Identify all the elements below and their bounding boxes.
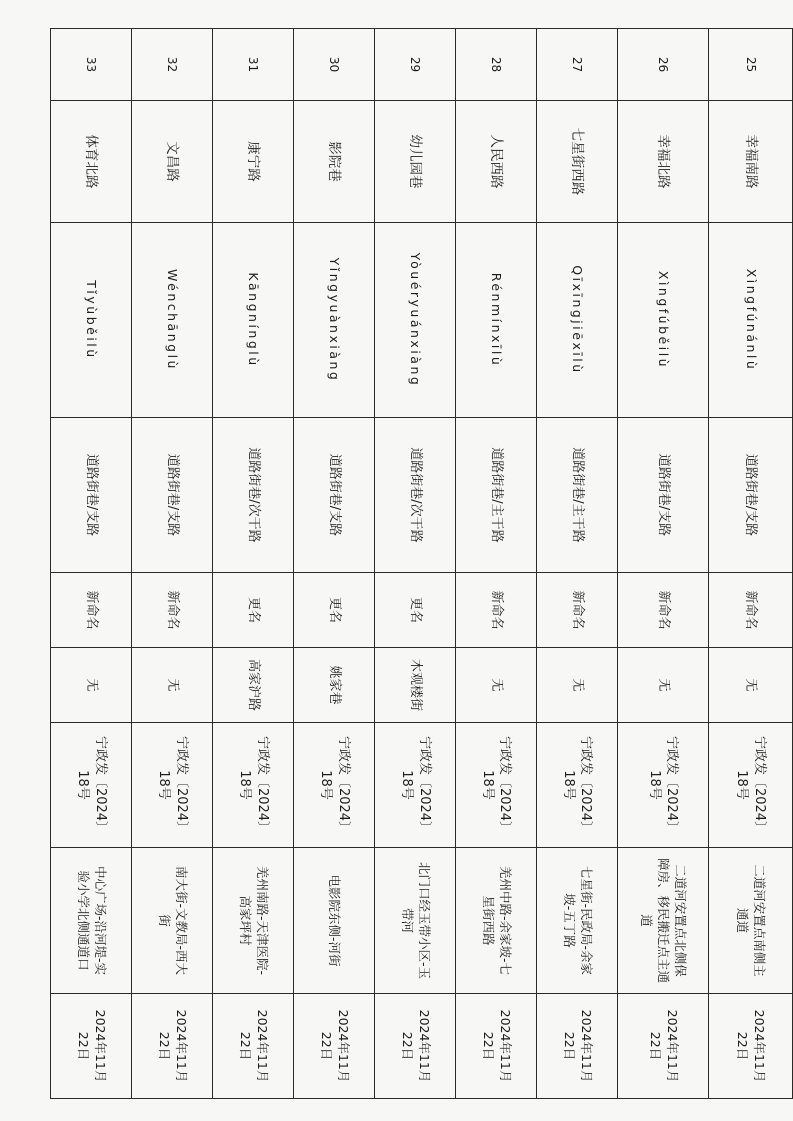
row-index: 33 — [51, 29, 132, 101]
road-name: 体育北路 — [51, 101, 132, 223]
road-name: 七星街西路 — [536, 101, 617, 223]
table-row — [536, 29, 617, 1099]
road-location-line: 中心广场-沿河堤-实 — [92, 865, 108, 976]
approval-date — [708, 994, 792, 1099]
road-name: 康宁路 — [213, 101, 294, 223]
table-row — [132, 29, 213, 1099]
old-name: 无 — [455, 648, 536, 723]
old-name: 姚家巷 — [294, 648, 375, 723]
table-row — [455, 29, 536, 1099]
table-row — [374, 29, 455, 1099]
road-location — [708, 848, 792, 994]
old-name: 无 — [51, 648, 132, 723]
approval-date-line: 2024年11月 — [92, 1009, 108, 1083]
approval-date-line: 2024年11月 — [497, 1009, 513, 1083]
approval-date-line: 22日 — [561, 1031, 577, 1061]
road-name: 文昌路 — [132, 101, 213, 223]
road-name: 幸福北路 — [617, 101, 708, 223]
row-index: 29 — [374, 29, 455, 101]
approval-document: 宁政发〔2024〕18号 — [213, 723, 294, 848]
naming-type: 更名 — [374, 573, 455, 648]
approval-document: 宁政发〔2024〕18号 — [294, 723, 375, 848]
road-pinyin: Tǐyùběilù — [51, 223, 132, 418]
road-name: 幼儿园巷 — [374, 101, 455, 223]
naming-type: 新命名 — [132, 573, 213, 648]
road-pinyin: Yòuéryuánxiàng — [374, 223, 455, 418]
approval-date-line: 22日 — [399, 1031, 415, 1061]
old-name: 木观楼街 — [374, 648, 455, 723]
road-location-line: 二道河安置点南侧主 — [752, 864, 768, 977]
road-location — [617, 848, 708, 994]
road-pinyin: Rénmínxīlù — [455, 223, 536, 418]
approval-document: 宁政发〔2024〕18号 — [536, 723, 617, 848]
approval-date-line: 2024年11月 — [335, 1009, 351, 1083]
approval-document: 宁政发〔2024〕18号 — [708, 723, 792, 848]
road-location-line: 街 — [157, 914, 173, 927]
road-location-line: 带河 — [399, 907, 415, 933]
approval-date — [374, 994, 455, 1099]
road-naming-table — [50, 28, 793, 1099]
road-location-line: 星街西路 — [480, 895, 496, 946]
approval-document: 宁政发〔2024〕18号 — [455, 723, 536, 848]
row-index: 27 — [536, 29, 617, 101]
approval-date-line: 22日 — [735, 1031, 751, 1061]
approval-date — [455, 994, 536, 1099]
road-category: 道路街巷/主干路 — [536, 418, 617, 573]
row-index: 28 — [455, 29, 536, 101]
road-location — [536, 848, 617, 994]
approval-date-line: 22日 — [319, 1031, 334, 1061]
table-row — [51, 29, 132, 1099]
naming-type: 新命名 — [708, 573, 792, 648]
approval-date-line: 22日 — [76, 1031, 92, 1061]
road-category: 道路街巷/主干路 — [455, 418, 536, 573]
approval-date-line: 2024年11月 — [578, 1009, 594, 1083]
rotated-table-wrapper — [50, 28, 793, 1098]
road-name: 影院巷 — [294, 101, 375, 223]
approval-date-line: 22日 — [647, 1031, 663, 1061]
road-location — [51, 848, 132, 994]
road-location-line: 坡-五丁路 — [561, 893, 577, 948]
road-location-line: 二道河安置点北侧保 — [673, 864, 689, 977]
road-name: 人民西路 — [455, 101, 536, 223]
old-name: 无 — [708, 648, 792, 723]
naming-type: 新命名 — [536, 573, 617, 648]
road-location — [374, 848, 455, 994]
old-name: 高家沪路 — [213, 648, 294, 723]
road-location — [132, 848, 213, 994]
road-category: 道路街巷/次干路 — [213, 418, 294, 573]
road-pinyin: Yǐngyuànxiàng — [294, 223, 375, 418]
road-location — [455, 848, 536, 994]
approval-date-line: 2024年11月 — [664, 1009, 680, 1083]
approval-date-line: 2024年11月 — [416, 1009, 432, 1083]
approval-document: 宁政发〔2024〕18号 — [132, 723, 213, 848]
approval-date — [294, 994, 375, 1099]
road-location-line: 道 — [639, 914, 655, 927]
approval-date — [617, 994, 708, 1099]
row-index: 25 — [708, 29, 792, 101]
naming-type: 更名 — [213, 573, 294, 648]
road-category: 道路街巷/支路 — [294, 418, 375, 573]
road-category: 道路街巷/支路 — [617, 418, 708, 573]
road-category: 道路街巷/支路 — [132, 418, 213, 573]
road-pinyin: Kāngnínglù — [213, 223, 294, 418]
table-row — [294, 29, 375, 1099]
approval-date-line: 22日 — [238, 1031, 254, 1061]
road-category: 道路街巷/支路 — [51, 418, 132, 573]
table-body — [51, 29, 793, 1099]
approval-document: 宁政发〔2024〕18号 — [374, 723, 455, 848]
road-location — [213, 848, 294, 994]
road-location-line: 高家坪村 — [238, 895, 254, 946]
table-row — [213, 29, 294, 1099]
road-location-line: 南大街-文教局-西大 — [173, 865, 189, 976]
road-location-line: 电影院东侧-河街 — [327, 874, 343, 967]
road-location-line: 羌州南路-天津医院- — [254, 865, 270, 976]
road-category: 道路街巷/支路 — [708, 418, 792, 573]
old-name: 无 — [617, 648, 708, 723]
naming-type: 新命名 — [51, 573, 132, 648]
road-pinyin: Xìngfúběilù — [617, 223, 708, 418]
old-name: 无 — [132, 648, 213, 723]
naming-type: 新命名 — [617, 573, 708, 648]
approval-date-line: 2024年11月 — [254, 1009, 270, 1083]
approval-date-line: 2024年11月 — [173, 1009, 189, 1083]
road-category: 道路街巷/次干路 — [374, 418, 455, 573]
road-location-line: 羌州中路-余家坡-七 — [497, 865, 513, 976]
road-name: 幸福南路 — [708, 101, 792, 223]
road-location-line: 障房、移民搬迁点主通 — [656, 857, 672, 983]
approval-date-line: 22日 — [480, 1031, 496, 1061]
approval-date-line: 2024年11月 — [752, 1009, 768, 1083]
approval-date — [132, 994, 213, 1099]
road-location-line: 验小学北侧通道口 — [76, 870, 92, 971]
road-location-line: 通道 — [735, 907, 751, 933]
road-pinyin: Wénchānglù — [132, 223, 213, 418]
approval-document: 宁政发〔2024〕18号 — [51, 723, 132, 848]
table-row — [617, 29, 708, 1099]
row-index: 32 — [132, 29, 213, 101]
approval-date — [536, 994, 617, 1099]
row-index: 31 — [213, 29, 294, 101]
naming-type: 更名 — [294, 573, 375, 648]
row-index: 30 — [294, 29, 375, 101]
approval-date — [51, 994, 132, 1099]
road-location-line: 七星街-民政局-余家 — [578, 865, 594, 976]
table-row — [708, 29, 792, 1099]
approval-document: 宁政发〔2024〕18号 — [617, 723, 708, 848]
old-name: 无 — [536, 648, 617, 723]
road-location-line: 北门口经玉带小区-玉 — [416, 861, 432, 979]
row-index: 26 — [617, 29, 708, 101]
road-pinyin: Qīxīngjiēxīlù — [536, 223, 617, 418]
road-location — [294, 848, 375, 994]
approval-date — [213, 994, 294, 1099]
naming-type: 新命名 — [455, 573, 536, 648]
road-pinyin: Xìngfúnánlù — [708, 223, 792, 418]
approval-date-line: 22日 — [157, 1031, 173, 1061]
